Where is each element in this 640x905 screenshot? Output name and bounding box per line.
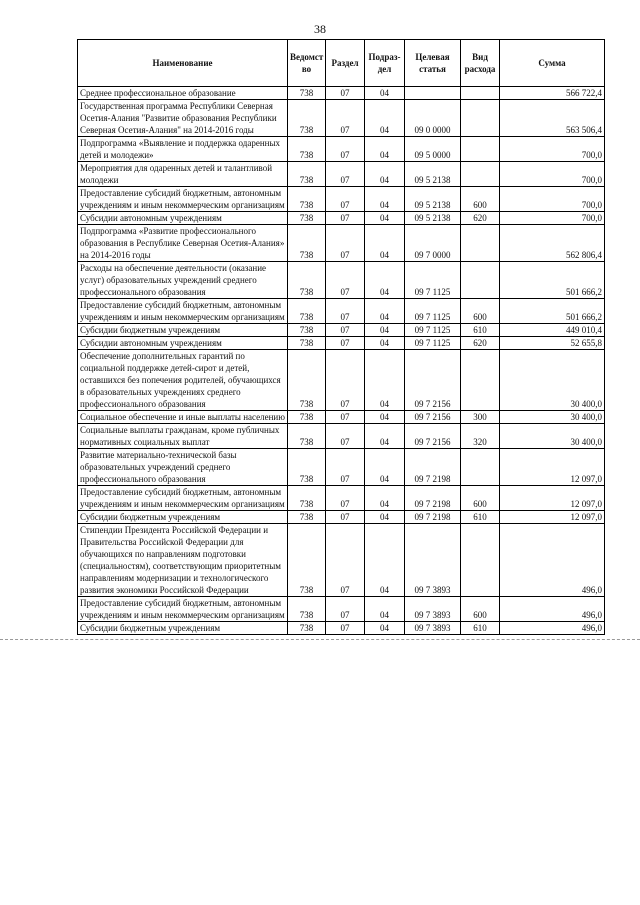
cell-vedomstvo: 738 bbox=[288, 424, 326, 449]
cell-vedomstvo: 738 bbox=[288, 299, 326, 324]
cell-target: 09 7 1125 bbox=[405, 324, 461, 337]
cell-razdel: 07 bbox=[326, 299, 365, 324]
cell-vedomstvo: 738 bbox=[288, 324, 326, 337]
cell-sum: 563 506,4 bbox=[500, 100, 605, 137]
cell-sum: 700,0 bbox=[500, 162, 605, 187]
cell-target: 09 5 2138 bbox=[405, 212, 461, 225]
table-row bbox=[78, 486, 605, 511]
cell-vid bbox=[461, 225, 500, 262]
table-row bbox=[78, 511, 605, 524]
cell-target: 09 7 0000 bbox=[405, 225, 461, 262]
cell-razdel: 07 bbox=[326, 187, 365, 212]
cell-target: 09 7 2156 bbox=[405, 350, 461, 411]
table-row bbox=[78, 324, 605, 337]
cell-razdel: 07 bbox=[326, 137, 365, 162]
cell-sum: 496,0 bbox=[500, 524, 605, 597]
cell-vedomstvo: 738 bbox=[288, 225, 326, 262]
cell-podrazdel: 04 bbox=[365, 299, 405, 324]
cell-podrazdel: 04 bbox=[365, 262, 405, 299]
table-row bbox=[78, 449, 605, 486]
cell-name: Государственная программа Республики Северная Осетия-Алания "Развитие образования Республики Северная Осетия-Алания" на 2014-2016 годы bbox=[78, 100, 288, 137]
cell-target: 09 0 0000 bbox=[405, 100, 461, 137]
cell-name: Субсидии автономным учреждениям bbox=[78, 337, 288, 350]
table-row bbox=[78, 137, 605, 162]
cell-razdel: 07 bbox=[326, 337, 365, 350]
cell-razdel: 07 bbox=[326, 411, 365, 424]
cell-sum: 566 722,4 bbox=[500, 87, 605, 100]
cell-target: 09 7 2198 bbox=[405, 449, 461, 486]
page-number: 38 bbox=[314, 22, 326, 36]
table-row bbox=[78, 299, 605, 324]
cell-vid: 320 bbox=[461, 424, 500, 449]
cell-podrazdel: 04 bbox=[365, 524, 405, 597]
cell-target bbox=[405, 87, 461, 100]
cell-sum: 30 400,0 bbox=[500, 411, 605, 424]
cell-razdel: 07 bbox=[326, 262, 365, 299]
cell-razdel: 07 bbox=[326, 162, 365, 187]
cell-razdel: 07 bbox=[326, 486, 365, 511]
column-header-podrazdel: Подраз- дел bbox=[365, 40, 405, 87]
cell-sum: 501 666,2 bbox=[500, 262, 605, 299]
cell-vedomstvo: 738 bbox=[288, 100, 326, 137]
cell-vedomstvo: 738 bbox=[288, 337, 326, 350]
table-row bbox=[78, 212, 605, 225]
cell-target: 09 7 2156 bbox=[405, 411, 461, 424]
cell-name: Подпрограмма «Развитие профессионального образования в Республике Северная Осетия-Алания» на 2014-2016 годы bbox=[78, 225, 288, 262]
cell-vid: 610 bbox=[461, 324, 500, 337]
cell-name: Мероприятия для одаренных детей и талантливой молодежи bbox=[78, 162, 288, 187]
cell-vedomstvo: 738 bbox=[288, 622, 326, 635]
table-row bbox=[78, 411, 605, 424]
table-row bbox=[78, 337, 605, 350]
cell-podrazdel: 04 bbox=[365, 87, 405, 100]
cell-sum: 30 400,0 bbox=[500, 350, 605, 411]
cell-sum: 562 806,4 bbox=[500, 225, 605, 262]
table-row bbox=[78, 424, 605, 449]
cell-target: 09 7 2198 bbox=[405, 511, 461, 524]
cell-sum: 12 097,0 bbox=[500, 486, 605, 511]
cell-vid: 600 bbox=[461, 597, 500, 622]
cell-sum: 52 655,8 bbox=[500, 337, 605, 350]
cell-vedomstvo: 738 bbox=[288, 212, 326, 225]
cell-vid: 300 bbox=[461, 411, 500, 424]
cell-vid bbox=[461, 87, 500, 100]
cell-podrazdel: 04 bbox=[365, 100, 405, 137]
cell-vedomstvo: 738 bbox=[288, 411, 326, 424]
cell-podrazdel: 04 bbox=[365, 449, 405, 486]
cell-podrazdel: 04 bbox=[365, 324, 405, 337]
table-row bbox=[78, 597, 605, 622]
cell-sum: 496,0 bbox=[500, 622, 605, 635]
cell-vedomstvo: 738 bbox=[288, 449, 326, 486]
cell-razdel: 07 bbox=[326, 524, 365, 597]
cell-name: Развитие материально-технической базы образовательных учреждений среднего профессионального образования bbox=[78, 449, 288, 486]
cell-vedomstvo: 738 bbox=[288, 524, 326, 597]
cell-vid: 610 bbox=[461, 511, 500, 524]
cell-podrazdel: 04 bbox=[365, 337, 405, 350]
cell-razdel: 07 bbox=[326, 324, 365, 337]
cell-sum: 12 097,0 bbox=[500, 511, 605, 524]
cell-target: 09 7 1125 bbox=[405, 337, 461, 350]
cell-vedomstvo: 738 bbox=[288, 597, 326, 622]
table-header-row bbox=[78, 40, 605, 87]
cell-vid: 610 bbox=[461, 622, 500, 635]
cell-podrazdel: 04 bbox=[365, 162, 405, 187]
cell-vid: 600 bbox=[461, 187, 500, 212]
cell-target: 09 5 2138 bbox=[405, 162, 461, 187]
cell-vedomstvo: 738 bbox=[288, 486, 326, 511]
cell-razdel: 07 bbox=[326, 597, 365, 622]
cell-razdel: 07 bbox=[326, 350, 365, 411]
cell-sum: 700,0 bbox=[500, 187, 605, 212]
cell-sum: 12 097,0 bbox=[500, 449, 605, 486]
cell-target: 09 7 2156 bbox=[405, 424, 461, 449]
cell-name: Среднее профессиональное образование bbox=[78, 87, 288, 100]
cell-vedomstvo: 738 bbox=[288, 511, 326, 524]
column-header-vid: Вид расхода bbox=[461, 40, 500, 87]
cell-podrazdel: 04 bbox=[365, 597, 405, 622]
cell-podrazdel: 04 bbox=[365, 411, 405, 424]
column-header-sum: Сумма bbox=[500, 40, 605, 87]
column-header-target: Целевая статья bbox=[405, 40, 461, 87]
cell-target: 09 5 0000 bbox=[405, 137, 461, 162]
cell-vedomstvo: 738 bbox=[288, 87, 326, 100]
cell-razdel: 07 bbox=[326, 622, 365, 635]
cell-vid bbox=[461, 524, 500, 597]
cell-name: Обеспечение дополнительных гарантий по социальной поддержке детей-сирот и детей, оставшихся без попечения родителей, обучающихся в образовательных учреждениях среднего профессионального образования bbox=[78, 350, 288, 411]
cell-razdel: 07 bbox=[326, 212, 365, 225]
table-row bbox=[78, 350, 605, 411]
cell-target: 09 7 3893 bbox=[405, 597, 461, 622]
cell-podrazdel: 04 bbox=[365, 424, 405, 449]
cell-razdel: 07 bbox=[326, 449, 365, 486]
cell-podrazdel: 04 bbox=[365, 511, 405, 524]
cell-vedomstvo: 738 bbox=[288, 350, 326, 411]
cell-target: 09 7 2198 bbox=[405, 486, 461, 511]
cell-name: Субсидии бюджетным учреждениям bbox=[78, 324, 288, 337]
cell-sum: 449 010,4 bbox=[500, 324, 605, 337]
cell-podrazdel: 04 bbox=[365, 622, 405, 635]
cell-vid: 600 bbox=[461, 299, 500, 324]
cell-podrazdel: 04 bbox=[365, 486, 405, 511]
table-row bbox=[78, 622, 605, 635]
cell-vid bbox=[461, 162, 500, 187]
cell-razdel: 07 bbox=[326, 225, 365, 262]
column-header-vedomstvo: Ведомст во bbox=[288, 40, 326, 87]
cell-sum: 30 400,0 bbox=[500, 424, 605, 449]
cell-razdel: 07 bbox=[326, 87, 365, 100]
table-row bbox=[78, 225, 605, 262]
cell-target: 09 7 1125 bbox=[405, 299, 461, 324]
cell-vid bbox=[461, 262, 500, 299]
cell-podrazdel: 04 bbox=[365, 137, 405, 162]
cell-name: Стипендии Президента Российской Федерации и Правительства Российской Федерации для обучающихся по направлениям подготовки (специальностям), соответствующим приоритетным направлениям модернизации и технологического развития экономики Российской Федерации bbox=[78, 524, 288, 597]
cell-name: Социальное обеспечение и иные выплаты населению bbox=[78, 411, 288, 424]
cell-sum: 700,0 bbox=[500, 212, 605, 225]
cell-target: 09 7 3893 bbox=[405, 622, 461, 635]
cell-name: Предоставление субсидий бюджетным, автономным учреждениям и иным некоммерческим организациям bbox=[78, 486, 288, 511]
column-header-name: Наименование bbox=[78, 40, 288, 87]
cell-sum: 700,0 bbox=[500, 137, 605, 162]
fold-line bbox=[0, 639, 640, 640]
cell-razdel: 07 bbox=[326, 424, 365, 449]
cell-vid: 620 bbox=[461, 212, 500, 225]
column-header-razdel: Раздел bbox=[326, 40, 365, 87]
cell-podrazdel: 04 bbox=[365, 350, 405, 411]
cell-vid: 600 bbox=[461, 486, 500, 511]
cell-vedomstvo: 738 bbox=[288, 262, 326, 299]
cell-name: Субсидии бюджетным учреждениям bbox=[78, 511, 288, 524]
cell-name: Предоставление субсидий бюджетным, автономным учреждениям и иным некоммерческим организациям bbox=[78, 597, 288, 622]
cell-name: Предоставление субсидий бюджетным, автономным учреждениям и иным некоммерческим организациям bbox=[78, 299, 288, 324]
cell-target: 09 7 3893 bbox=[405, 524, 461, 597]
table-row bbox=[78, 87, 605, 100]
cell-name: Субсидии бюджетным учреждениям bbox=[78, 622, 288, 635]
cell-vid bbox=[461, 137, 500, 162]
cell-name: Предоставление субсидий бюджетным, автономным учреждениям и иным некоммерческим организациям bbox=[78, 187, 288, 212]
cell-podrazdel: 04 bbox=[365, 187, 405, 212]
cell-vedomstvo: 738 bbox=[288, 162, 326, 187]
table-row bbox=[78, 262, 605, 299]
cell-sum: 496,0 bbox=[500, 597, 605, 622]
cell-podrazdel: 04 bbox=[365, 225, 405, 262]
cell-vedomstvo: 738 bbox=[288, 187, 326, 212]
cell-name: Социальные выплаты гражданам, кроме публичных нормативных социальных выплат bbox=[78, 424, 288, 449]
cell-target: 09 7 1125 bbox=[405, 262, 461, 299]
cell-name: Расходы на обеспечение деятельности (оказание услуг) образовательных учреждений среднего профессионального образования bbox=[78, 262, 288, 299]
cell-vid bbox=[461, 350, 500, 411]
cell-vid bbox=[461, 100, 500, 137]
table-row bbox=[78, 100, 605, 137]
budget-table bbox=[77, 39, 605, 635]
cell-podrazdel: 04 bbox=[365, 212, 405, 225]
table-row bbox=[78, 187, 605, 212]
cell-razdel: 07 bbox=[326, 511, 365, 524]
cell-vid: 620 bbox=[461, 337, 500, 350]
cell-vedomstvo: 738 bbox=[288, 137, 326, 162]
cell-sum: 501 666,2 bbox=[500, 299, 605, 324]
table-body bbox=[78, 87, 605, 635]
table-row bbox=[78, 524, 605, 597]
cell-name: Субсидии автономным учреждениям bbox=[78, 212, 288, 225]
table-row bbox=[78, 162, 605, 187]
cell-vid bbox=[461, 449, 500, 486]
cell-target: 09 5 2138 bbox=[405, 187, 461, 212]
cell-razdel: 07 bbox=[326, 100, 365, 137]
cell-name: Подпрограмма «Выявление и поддержка одаренных детей и молодежи» bbox=[78, 137, 288, 162]
